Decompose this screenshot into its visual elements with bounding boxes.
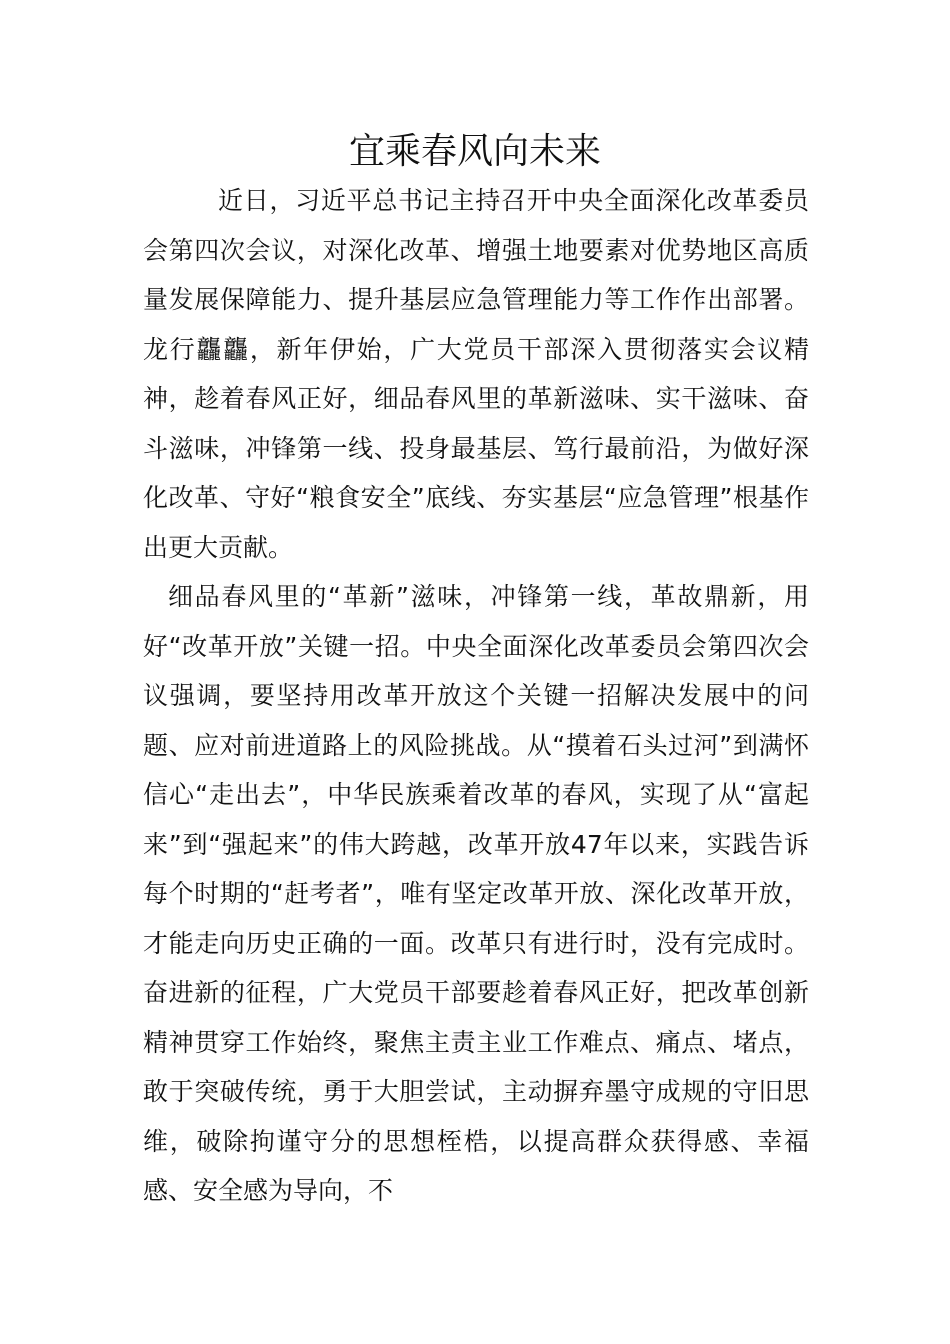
document-body <box>143 176 809 1216</box>
paragraph-1: 近日，习近平总书记主持召开中央全面深化改革委员会第四次会议，对深化改革、增强土地要素对优势地区高质量发展保障能力、提升基层应急管理能力等工作作出部署。龙行龘龘，新年伊始，广大党员干部深入贯彻落实会议精神，趁着春风正好，细品春风里的革新滋味、实干滋味、奋斗滋味，冲锋第一线、投身最基层、笃行最前沿，为做好深化改革、守好“粮食安全”底线、夯实基层“应急管理”根基作出更大贡献。 <box>143 186 809 562</box>
paragraph-2: 细品春风里的“革新”滋味，冲锋第一线，革故鼎新，用好“改革开放”关键一招。中央全面深化改革委员会第四次会议强调，要坚持用改革开放这个关键一招解决发展中的问题、应对前进道路上的风险挑战。从“摸着石头过河”到满怀信心“走出去”，中华民族乘着改革的春风，实现了从“富起来”到“强起来”的伟大跨越，改革开放47年以来，实践告诉每个时期的“赶考者”，唯有坚定改革开放、深化改革开放，才能走向历史正确的一面。改革只有进行时，没有完成时。奋进新的征程，广大党员干部要趁着春风正好，把改革创新精神贯穿工作始终，聚焦主责主业工作难点、痛点、堵点，敢于突破传统，勇于大胆尝试，主动摒弃墨守成规的守旧思维，破除拘谨守分的思想桎梏，以提高群众获得感、幸福感、安全感为导向，不 <box>143 582 809 1205</box>
document-title: 宜乘春风向未来 <box>348 131 601 172</box>
